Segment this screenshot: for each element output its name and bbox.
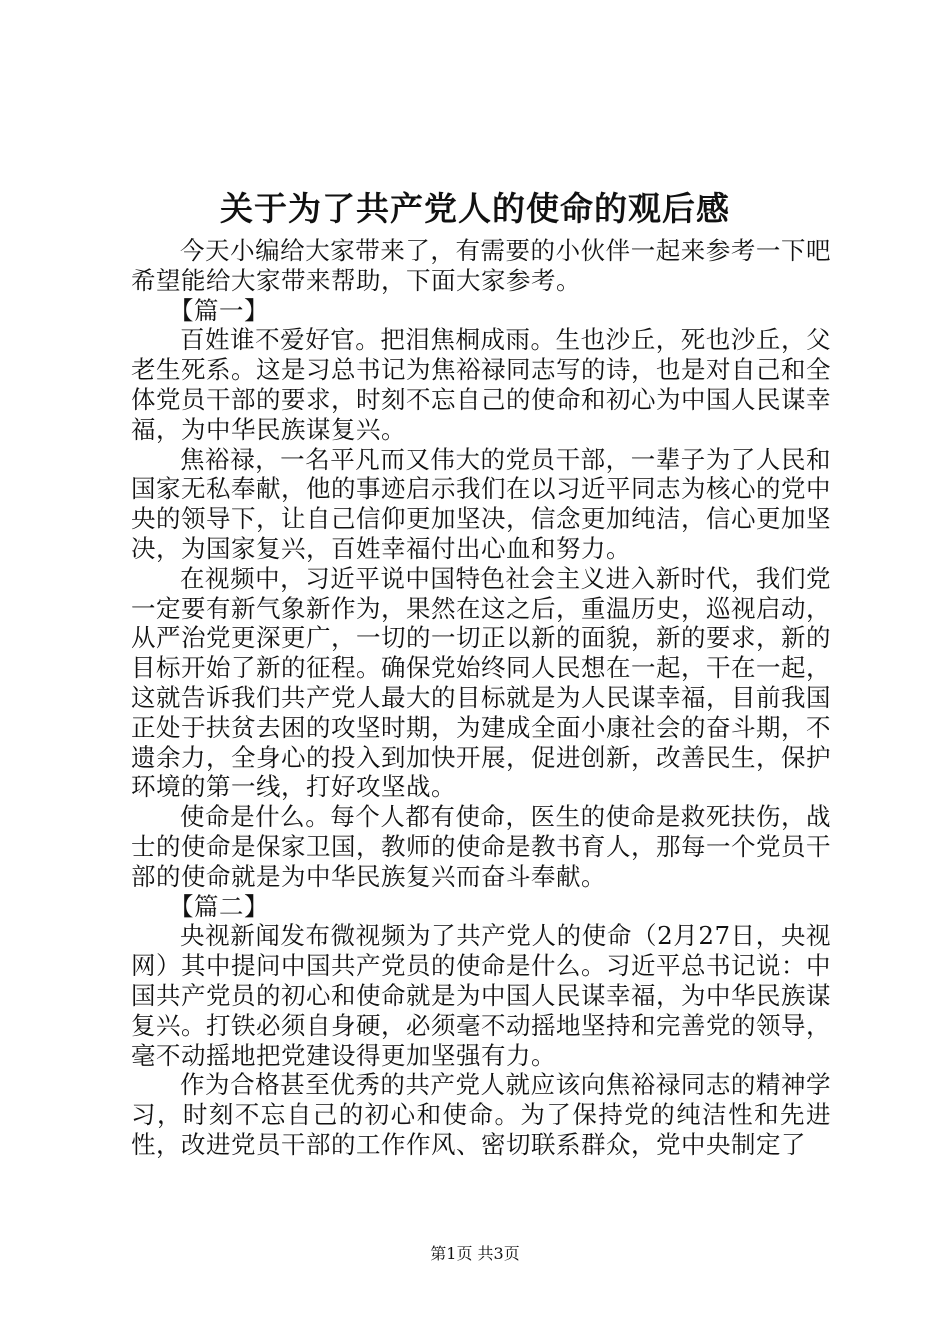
document-title: 关于为了共产党人的使命的观后感 bbox=[220, 189, 730, 228]
page-footer: 第1页 共3页 bbox=[430, 1244, 520, 1263]
body-paragraph: 央视新闻发布微视频为了共产党人的使命（2月27日，央视网）其中提问中国共产党员的使命是什么。习近平总书记说：中国共产党员的初心和使命就是为中国人民谋幸福，为中华民族谋复兴。打铁必须自身硬，必须毫不动摇地坚持和完善党的领导，毫不动摇地把党建设得更加坚强有力。 bbox=[131, 921, 831, 1070]
document-body bbox=[131, 236, 831, 1160]
section-heading-1: 【篇一】 bbox=[168, 295, 269, 325]
body-paragraph: 焦裕禄，一名平凡而又伟大的党员干部，一辈子为了人民和国家无私奉献，他的事迹启示我们在以习近平同志为核心的党中央的领导下，让自己信仰更加坚决，信念更加纯洁，信心更加坚决，为国家复兴，百姓幸福付出心血和努力。 bbox=[131, 444, 831, 563]
body-paragraph: 作为合格甚至优秀的共产党人就应该向焦裕禄同志的精神学习，时刻不忘自己的初心和使命。为了保持党的纯洁性和先进性，改进党员干部的工作作风、密切联系群众，党中央制定了 bbox=[131, 1070, 831, 1159]
body-paragraph: 百姓谁不爱好官。把泪焦桐成雨。生也沙丘，死也沙丘，父老生死系。这是习总书记为焦裕禄同志写的诗，也是对自己和全体党员干部的要求，时刻不忘自己的使命和初心为中国人民谋幸福，为中华民族谋复兴。 bbox=[131, 325, 831, 444]
body-paragraph: 使命是什么。每个人都有使命，医生的使命是救死扶伤，战士的使命是保家卫国，教师的使命是教书育人，那每一个党员干部的使命就是为中华民族复兴而奋斗奉献。 bbox=[131, 802, 831, 891]
section-heading-2: 【篇二】 bbox=[168, 891, 269, 921]
intro-paragraph: 今天小编给大家带来了，有需要的小伙伴一起来参考一下吧希望能给大家带来帮助，下面大家参考。 bbox=[131, 236, 831, 295]
body-paragraph: 在视频中，习近平说中国特色社会主义进入新时代，我们党一定要有新气象新作为，果然在这之后，重温历史，巡视启动，从严治党更深更广，一切的一切正以新的面貌，新的要求，新的目标开始了新的征程。确保党始终同人民想在一起，干在一起，这就告诉我们共产党人最大的目标就是为人民谋幸福，目前我国正处于扶贫去困的攻坚时期，为建成全面小康社会的奋斗期，不遗余力，全身心的投入到加快开展，促进创新，改善民生，保护环境的第一线，打好攻坚战。 bbox=[131, 563, 831, 802]
